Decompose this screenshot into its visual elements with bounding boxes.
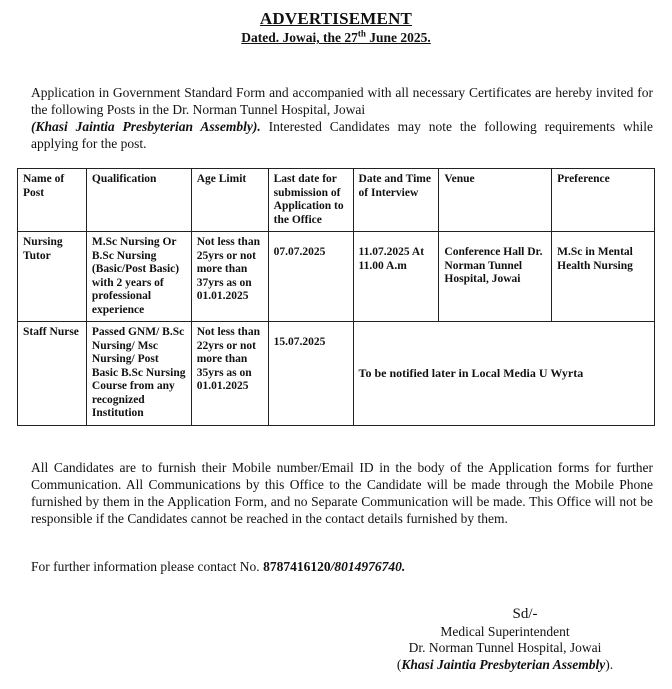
header-age-limit: Age Limit — [191, 169, 268, 232]
signature-sd: Sd/- — [512, 606, 538, 622]
preference-value: M.Sc in Mental Health Nursing — [557, 246, 633, 272]
cell-age-limit: Not less than 22yrs or not more than 35yrs as on 01.01.2025 — [191, 322, 268, 426]
signature-hospital: Dr. Norman Tunnel Hospital, Jowai — [408, 640, 602, 655]
intro-text: Application in Government Standard Form and accompanied with all necessary Certificates are hereby invited for the following Posts in the Dr. Norman Tunnel Hospital, Jowai — [31, 85, 653, 117]
signature-org: Khasi Jaintia Presbyterian Assembly — [401, 656, 606, 672]
signature-org-line — [350, 657, 660, 674]
contact-line — [31, 559, 405, 575]
contact-number-1: 8787416120 — [263, 559, 331, 574]
header-interview: Date and Time of Interview — [353, 169, 439, 232]
cell-qualification: M.Sc Nursing Or B.Sc Nursing (Basic/Post Basic) with 2 years of professional experience — [86, 232, 191, 322]
candidates-note: All Candidates are to furnish their Mobile number/Email ID in the body of the Application forms for further Communication. All Communications by this Office to the Candidate will be made through the Mobile Phone furnished by them in the Application Form, and no Separate Communication will be made. This Office will not be responsible if the Candidates cannot be reached in the contact details furnished by them. — [31, 460, 653, 526]
open-paren: ( — [396, 656, 402, 672]
contact-label: For further information please contact No. — [31, 559, 264, 574]
header-venue: Venue — [439, 169, 552, 232]
interview-value: 11.07.2025 At 11.00 A.m — [358, 246, 425, 272]
signature-block — [350, 606, 660, 673]
cell-notice: To be notified later in Local Media U Wyrta — [353, 322, 654, 426]
header-last-date: Last date for submission of Application to the Office — [268, 169, 353, 232]
contact-number-2: /8014976740. — [330, 559, 406, 574]
table-row — [18, 232, 655, 322]
table-header-row — [18, 169, 655, 232]
table-row — [18, 322, 655, 426]
close-paren: ). — [605, 656, 614, 672]
dated-sup: th — [357, 28, 366, 39]
signature-designation: Medical Superintendent — [440, 623, 570, 639]
cell-venue — [439, 232, 552, 322]
cell-post: Nursing Tutor — [18, 232, 87, 322]
cell-last-date — [268, 322, 353, 426]
header-preference: Preference — [552, 169, 655, 232]
cell-qualification: Passed GNM/ B.Sc Nursing/ Msc Nursing/ Post Basic B.Sc Nursing Course from any recognized Institution — [86, 322, 191, 426]
dated-prefix: Dated. Jowai, the 27 — [241, 30, 358, 45]
venue-value: Conference Hall Dr. Norman Tunnel Hospital, Jowai — [444, 246, 543, 285]
intro-org: (Khasi Jaintia Presbyterian Assembly). — [31, 119, 261, 134]
cell-post: Staff Nurse — [18, 322, 87, 426]
intro-tail: Interested Candidates may note the following requirements while applying for the post. — [31, 119, 653, 151]
header-name-of-post: Name of Post — [18, 169, 87, 232]
advertisement-title: ADVERTISEMENT — [259, 9, 413, 28]
header-qualification: Qualification — [86, 169, 191, 232]
posts-table — [17, 168, 655, 426]
cell-preference — [552, 232, 655, 322]
cell-last-date — [268, 232, 353, 322]
dated-line — [0, 30, 672, 46]
cell-age-limit: Not less than 25yrs or not more than 37yrs as on 01.01.2025 — [191, 232, 268, 322]
intro-paragraph — [31, 84, 653, 152]
last-date-value: 15.07.2025 — [273, 336, 326, 348]
dated-suffix: June 2025. — [365, 30, 431, 45]
cell-interview — [353, 232, 439, 322]
last-date-value: 07.07.2025 — [273, 246, 326, 258]
